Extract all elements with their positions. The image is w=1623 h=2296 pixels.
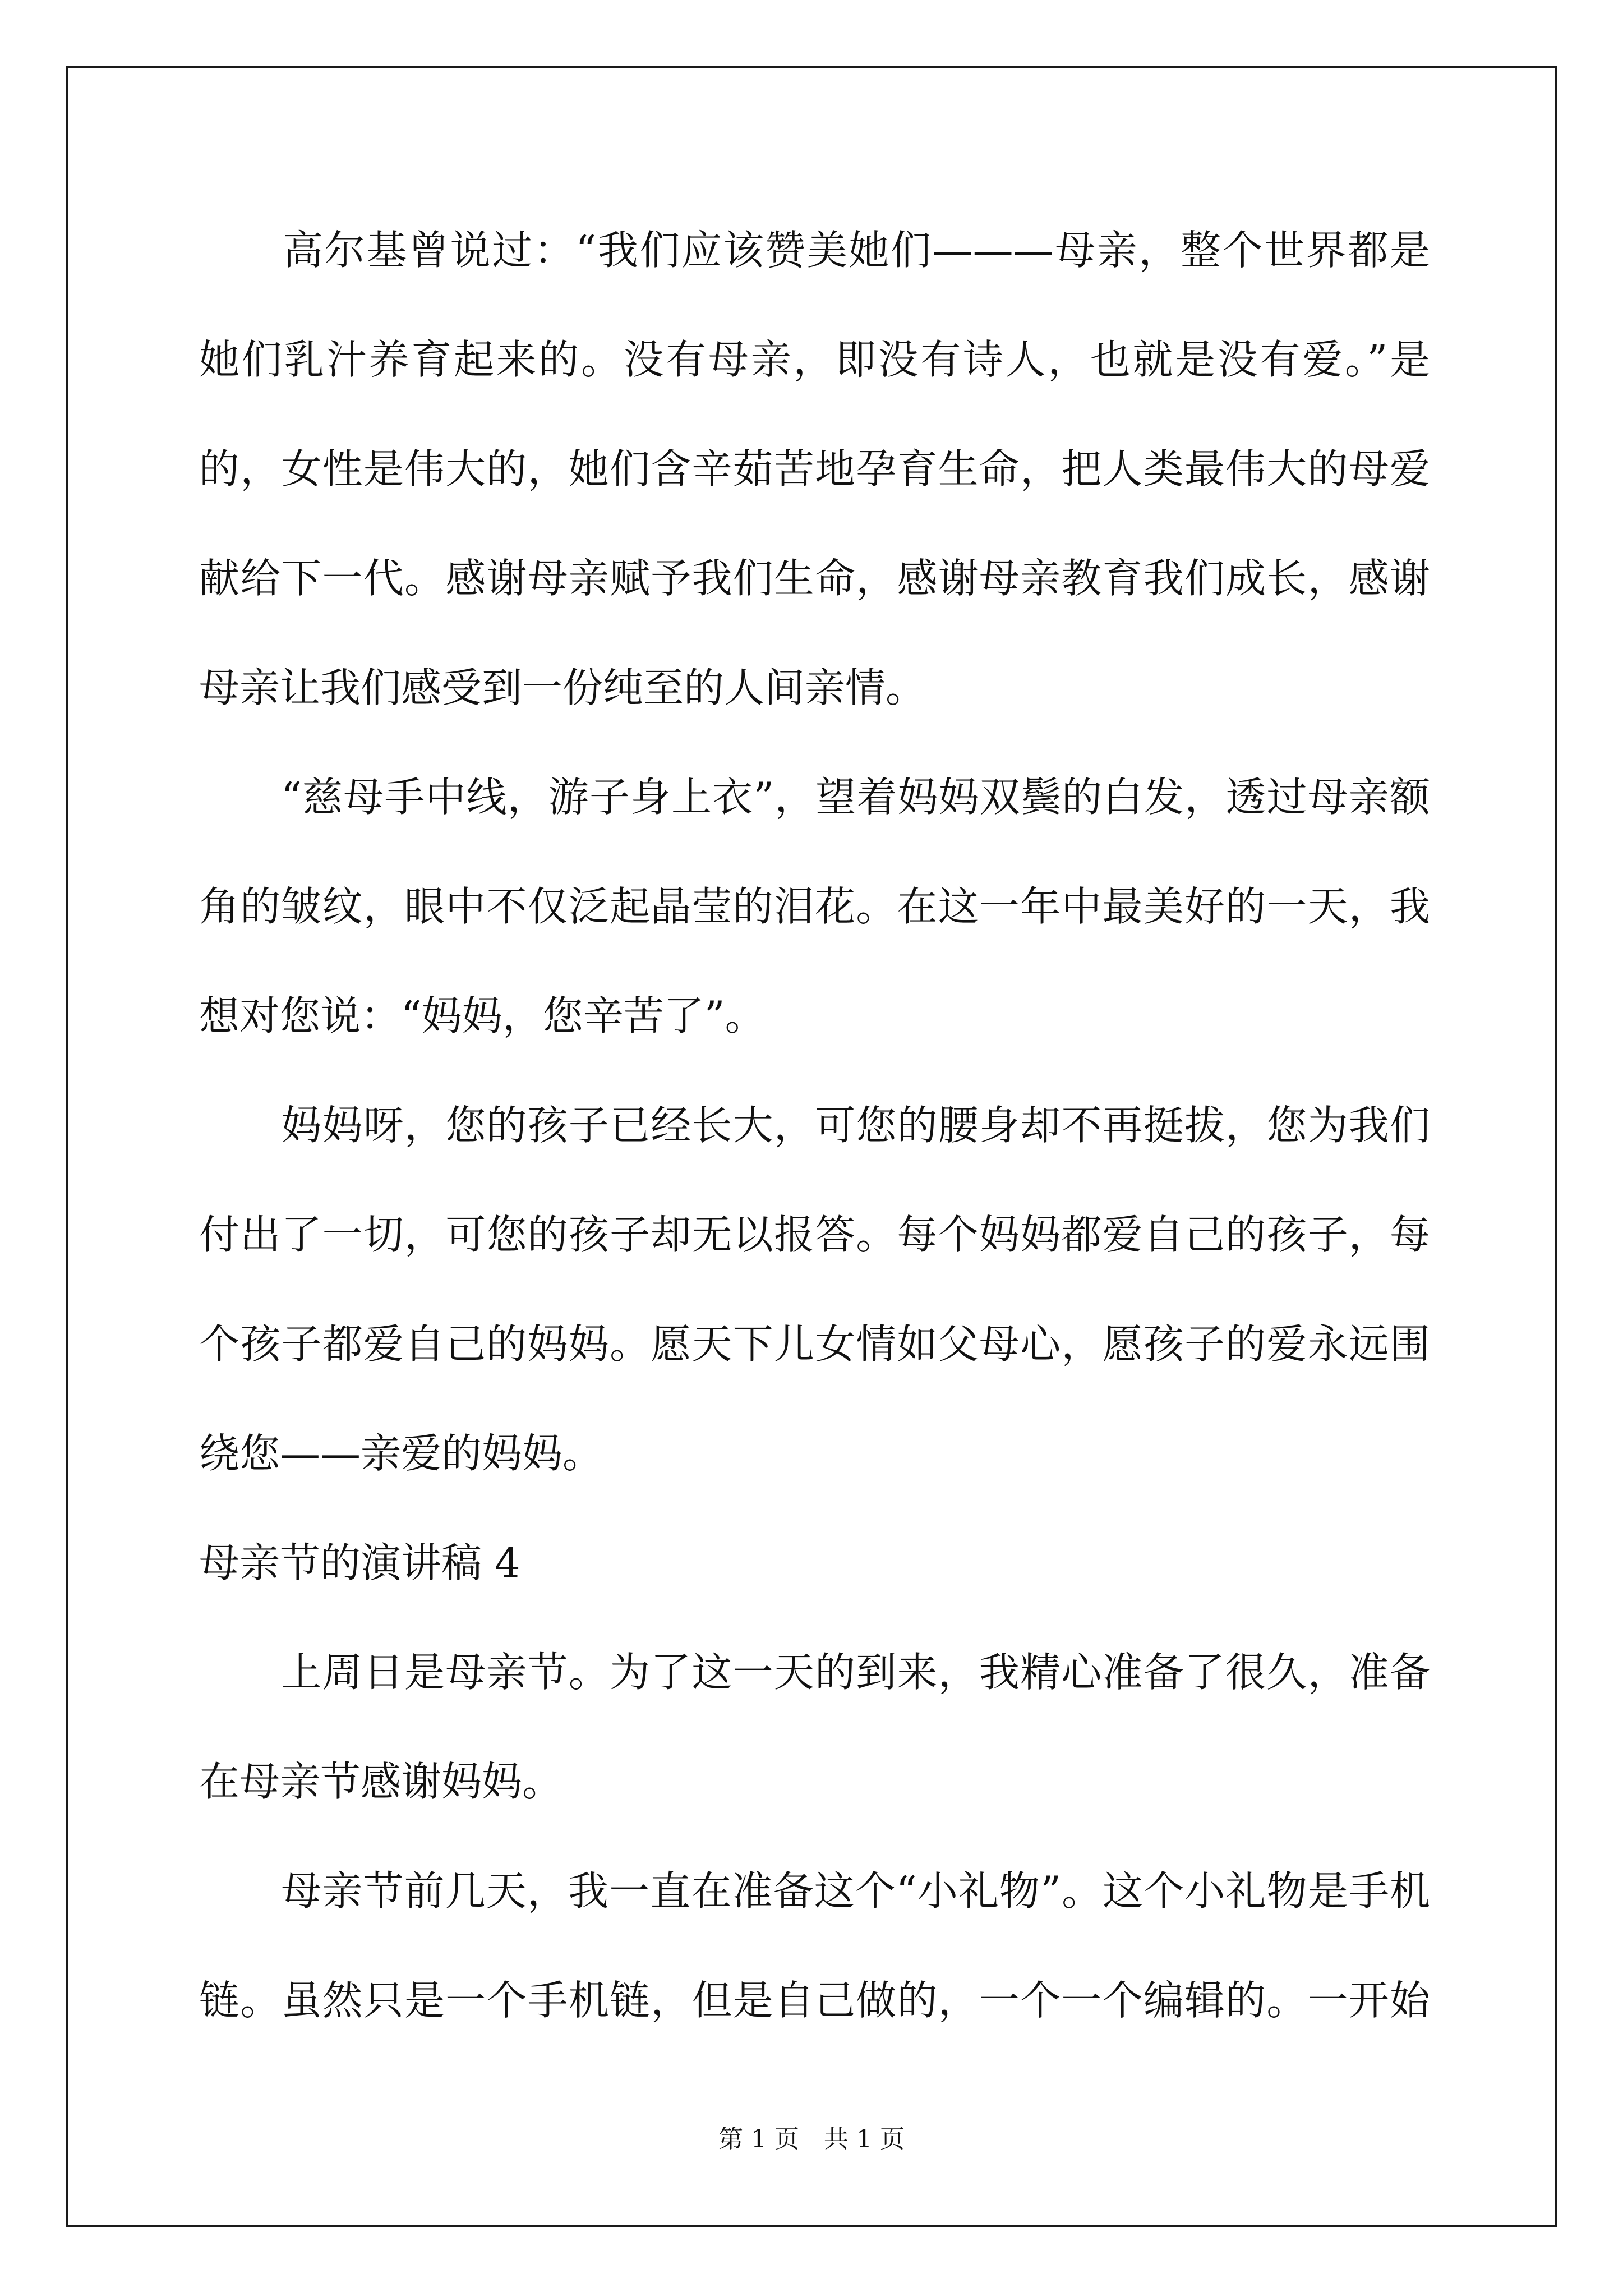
page-footer: 第 1 页 共 1 页 [718, 2125, 905, 2154]
paragraph-line: 付出了一切，可您的孩子却无以报答。每个妈妈都爱自己的孩子，每 [199, 1211, 1430, 1258]
paragraph-line: 母亲让我们感受到一份纯至的人间亲情。 [199, 664, 926, 711]
paragraph-line: 她们乳汁养育起来的。没有母亲，即没有诗人，也就是没有爱。”是 [199, 336, 1430, 383]
paragraph-line: 的，女性是伟大的，她们含辛茹苦地孕育生命，把人类最伟大的母爱 [199, 445, 1430, 493]
paragraph-line: 献给下一代。感谢母亲赋予我们生命，感谢母亲教育我们成长，感谢 [199, 555, 1430, 602]
paragraph-line: 角的皱纹，眼中不仅泛起晶莹的泪花。在这一年中最美好的一天，我 [199, 883, 1430, 930]
paragraph-line: 在母亲节感谢妈妈。 [199, 1758, 563, 1805]
paragraph-line: “慈母手中线，游子身上衣”，望着妈妈双鬓的白发，透过母亲额 [199, 774, 1430, 821]
paragraph-line: 上周日是母亲节。为了这一天的到来，我精心准备了很久，准备 [199, 1649, 1430, 1696]
paragraph-line: 个孩子都爱自己的妈妈。愿天下儿女情如父母心，愿孩子的爱永远围 [199, 1320, 1430, 1368]
paragraph-line: 母亲节前几天，我一直在准备这个“小礼物”。这个小礼物是手机 [199, 1867, 1430, 1915]
paragraph-line: 绕您——亲爱的妈妈。 [199, 1430, 603, 1477]
paragraph-line: 高尔基曾说过：“我们应该赞美她们———母亲，整个世界都是 [199, 227, 1430, 274]
section-heading: 母亲节的演讲稿 4 [199, 1539, 520, 1586]
paragraph-line: 妈妈呀，您的孩子已经长大，可您的腰身却不再挺拔，您为我们 [199, 1102, 1430, 1149]
paragraph-line: 链。虽然只是一个手机链，但是自己做的，一个一个编辑的。一开始 [199, 1977, 1430, 2024]
paragraph-line: 想对您说：“妈妈，您辛苦了”。 [199, 992, 766, 1039]
